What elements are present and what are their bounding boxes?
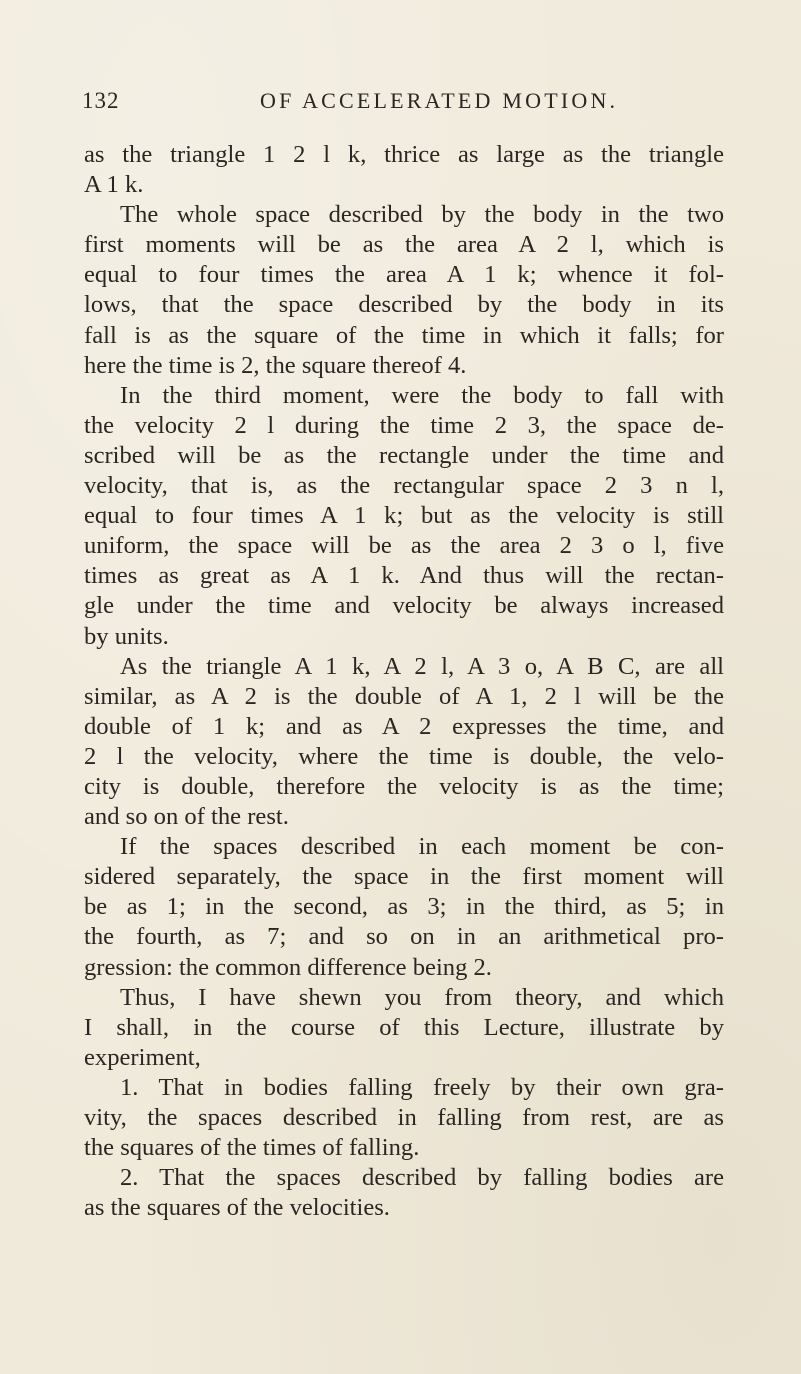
text-line: uniform, the space will be as the area 2 3 o l, five [84, 532, 724, 560]
text-line: As the triangle A 1 k, A 2 l, A 3 o, A B C, are all [120, 652, 724, 680]
running-head-title: OF ACCELERATED MOTION. [260, 88, 619, 113]
text-line: If the spaces described in each moment be con- [120, 833, 724, 861]
text-line: the velocity 2 l during the time 2 3, the space de- [84, 411, 724, 439]
text-line: the fourth, as 7; and so on in an arithmetical pro- [84, 923, 724, 951]
text-line: be as 1; in the second, as 3; in the third, as 5; in [84, 893, 724, 921]
text-line: times as great as A 1 k. And thus will the rectan- [84, 562, 724, 590]
text-line: similar, as A 2 is the double of A 1, 2 l will be the [84, 682, 724, 710]
text-line: city is double, therefore the velocity is as the time; [84, 772, 724, 800]
text-line: A 1 k. [84, 171, 144, 199]
text-line: as the squares of the velocities. [84, 1194, 390, 1222]
text-line: 2 l the velocity, where the time is double, the velo- [84, 742, 724, 770]
text-line: and so on of the rest. [84, 803, 289, 831]
text-line: first moments will be as the area A 2 l, which is [84, 231, 724, 259]
text-line: vity, the spaces described in falling from rest, are as [84, 1104, 724, 1131]
text-line: gression: the common difference being 2. [84, 953, 492, 981]
text-line: by units. [84, 622, 169, 650]
text-line: scribed will be as the rectangle under the time and [84, 441, 724, 469]
text-line: the squares of the times of falling. [84, 1134, 420, 1162]
text-line: double of 1 k; and as A 2 expresses the time, and [84, 712, 724, 740]
body-text [84, 140, 724, 1223]
text-line: I shall, in the course of this Lecture, illustrate by [84, 1013, 724, 1041]
text-line: lows, that the space described by the body in its [84, 291, 724, 319]
running-head [82, 88, 722, 118]
text-line: fall is as the square of the time in which it falls; for [84, 321, 724, 349]
text-line: equal to four times the area A 1 k; whence it fol- [84, 261, 724, 289]
text-line: 2. That the spaces described by falling bodies are [120, 1164, 724, 1192]
text-line: as the triangle 1 2 l k, thrice as large as the triangle [84, 141, 724, 168]
text-line: In the third moment, were the body to fall with [120, 381, 724, 409]
text-line: The whole space described by the body in the two [120, 201, 724, 229]
text-line: experiment, [84, 1043, 201, 1071]
text-line: 1. That in bodies falling freely by their own gra- [120, 1073, 724, 1101]
text-line: equal to four times A 1 k; but as the velocity is still [84, 502, 724, 530]
text-line: gle under the time and velocity be always increased [84, 592, 724, 620]
text-line: velocity, that is, as the rectangular space 2 3 n l, [84, 472, 724, 500]
text-line: Thus, I have shewn you from theory, and which [120, 983, 724, 1011]
page-number: 132 [82, 88, 120, 113]
text-line: sidered separately, the space in the first moment will [84, 863, 724, 891]
text-line: here the time is 2, the square thereof 4. [84, 351, 467, 379]
